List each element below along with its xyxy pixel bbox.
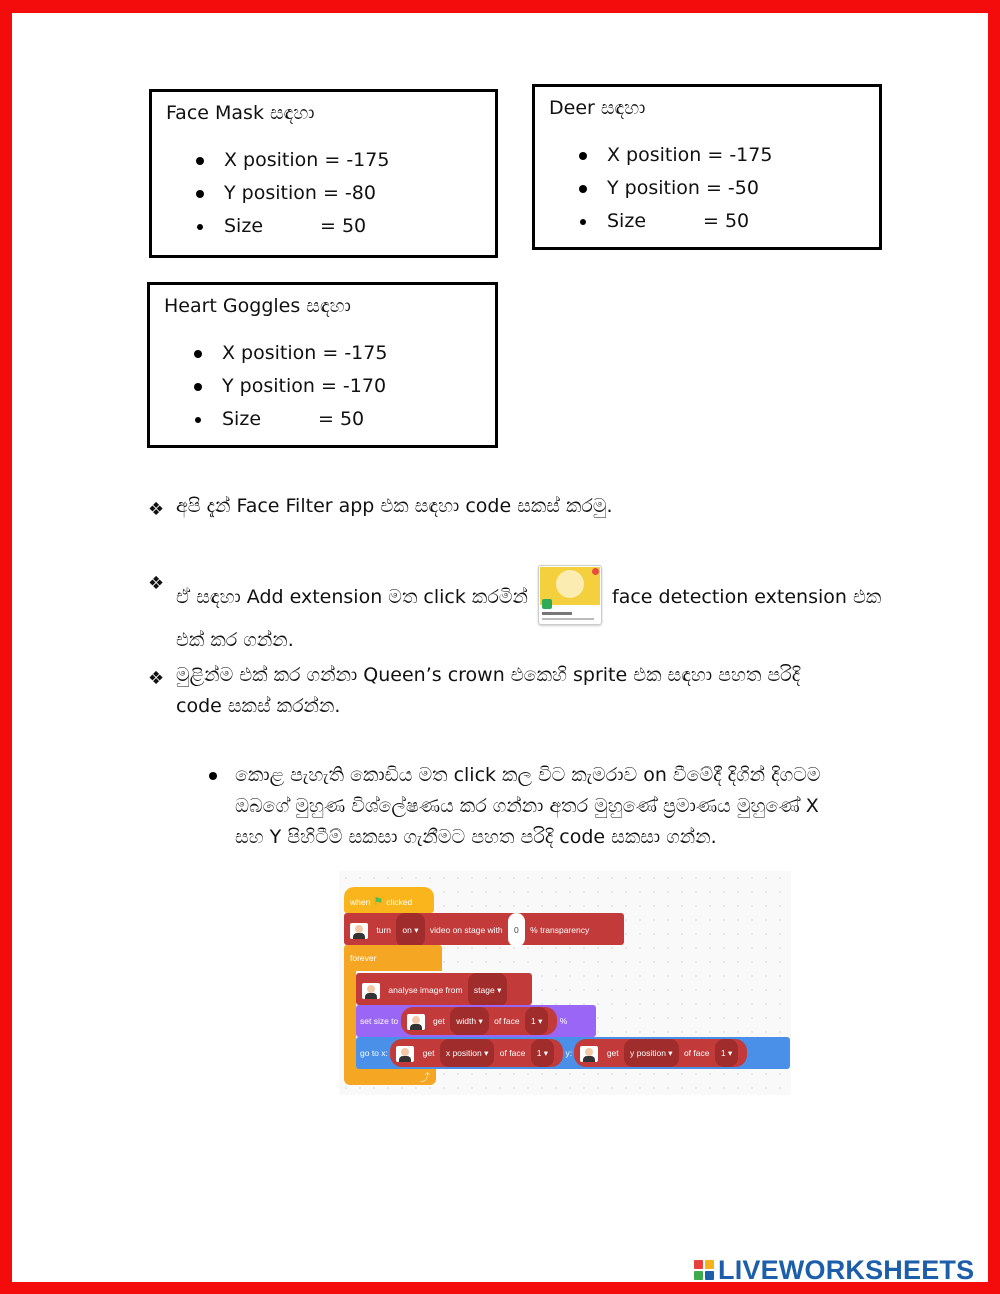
list-item: Size = 50 — [150, 403, 387, 436]
face-detection-icon — [407, 1014, 425, 1030]
diamond-bullet-icon: ❖ — [148, 499, 165, 520]
instruction-3: ❖ මුළින්ම එක් කර ගන්නා Queen’s crown එකෙහි sprite එක සඳහා පහත පරිදි code සකස් කරන්න. — [148, 664, 801, 717]
face-mask-box — [149, 89, 498, 258]
analyse-image-block: analyse image from stage ▾ — [356, 973, 532, 1005]
logo-text: LIVEWORKSHEETS — [718, 1254, 975, 1285]
list-item-value: = -50 — [699, 177, 759, 199]
list-item: Y position = -170 — [150, 370, 387, 403]
face-detection-icon — [362, 983, 380, 999]
instruction-1: ❖ අපි දැන් Face Filter app එක සඳහා code සකස් කරමු. — [176, 491, 876, 522]
list-item-value: = -80 — [316, 182, 376, 204]
forever-bottom: ⤴ — [344, 1067, 436, 1085]
video-state-dropdown: on ▾ — [396, 913, 424, 947]
list-item: Y position = -50 — [535, 172, 772, 205]
face-detection-icon — [350, 923, 368, 939]
box-title: Heart Goggles සඳහා — [164, 295, 351, 317]
list-item: Size = 50 — [535, 205, 772, 238]
image-source-dropdown: stage ▾ — [468, 973, 507, 1007]
list-item: Y position = -80 — [152, 177, 376, 210]
list-item-value: = -175 — [318, 149, 390, 171]
instruction-4: කොළ පැහැති කොඩිය මත click කල විට කැමරාව on වීමේදී දිගින් දිගටම ඔබගේ මුහුණ විශ්ලේෂණය කර ගන්නා අතර මුහුණේ ප්‍රමාණය මුහුණේ X සහ Y පිහිටීම් සකසා ගැනීමට පහත පරිදි code සකසා ගන්න. — [235, 760, 885, 853]
list-item: X position = -175 — [535, 139, 772, 172]
list-item: X position = -175 — [150, 337, 387, 370]
list-item: Size = 50 — [152, 210, 376, 243]
face-detection-icon — [396, 1046, 414, 1062]
list-item-value: = -175 — [701, 144, 773, 166]
set-size-block: set size to get width ▾ of face 1 ▾ % — [356, 1005, 596, 1037]
face-detection-icon — [580, 1046, 598, 1062]
transparency-input: 0 — [508, 913, 525, 947]
instruction-2: ❖ ඒ සඳහා Add extension මත click කරමින් face detection extension එක එක් කර ගන්න. — [176, 565, 896, 656]
list-item: X position = -175 — [152, 144, 376, 177]
liveworksheets-logo — [694, 1256, 974, 1284]
heart-goggles-box — [147, 282, 498, 448]
go-to-xy-block: go to x: get x position ▾ of face 1 ▾ y: get y position ▾ of face 1 ▾ — [356, 1037, 790, 1069]
face-detection-extension-icon — [538, 565, 602, 625]
turn-video-block: turn on ▾ video on stage with 0 % transparency — [344, 913, 624, 945]
box-title: Face Mask සඳහා — [166, 102, 315, 124]
forever-block: forever — [344, 945, 442, 971]
scratch-code-image — [339, 871, 791, 1095]
list-item-value: = -175 — [316, 342, 388, 364]
list-item-value: = -170 — [314, 375, 387, 397]
diamond-bullet-icon: ❖ — [148, 668, 165, 689]
green-flag-icon: ⚑ — [373, 896, 384, 908]
when-flag-clicked-block: when ⚑ clicked — [344, 887, 434, 913]
logo-blocks-icon — [694, 1260, 714, 1280]
box-title: Deer සඳහා — [549, 97, 646, 119]
deer-box — [532, 84, 882, 250]
diamond-bullet-icon: ❖ — [148, 573, 165, 594]
bullet-icon — [209, 772, 217, 780]
forever-arm — [344, 969, 356, 1079]
